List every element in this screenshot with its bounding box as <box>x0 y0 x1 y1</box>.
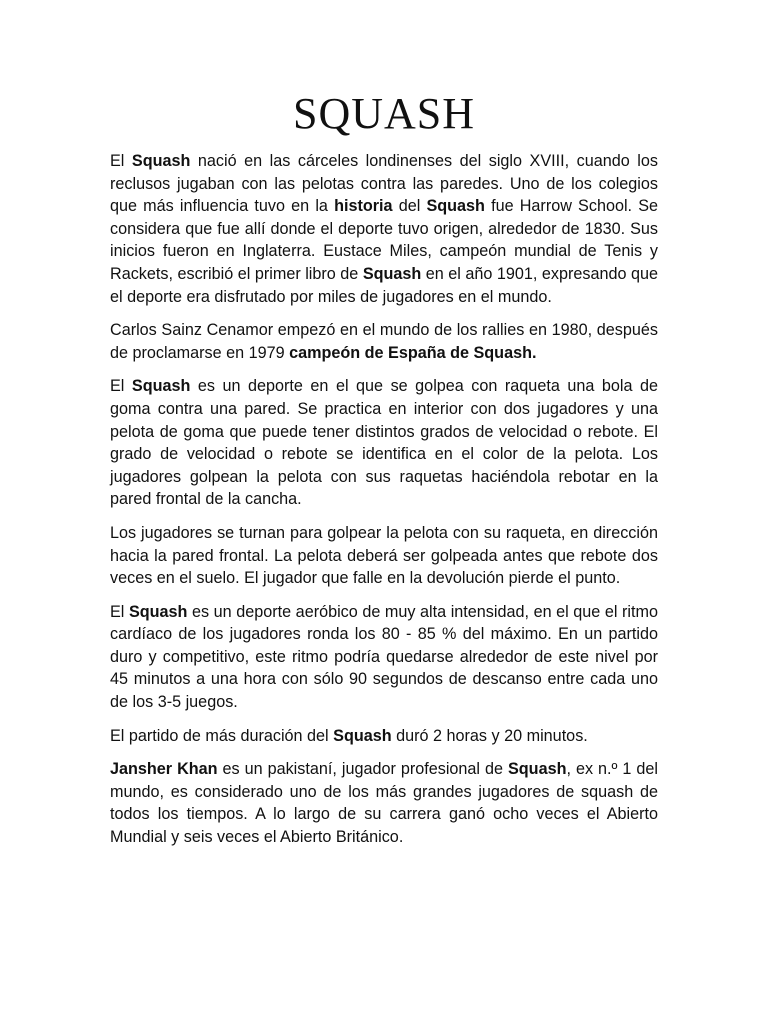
text-run: en el año 1901, expresando que el deporte era disfrutado por miles de jugadores en el mundo. <box>110 264 658 306</box>
text-run: duró 2 horas y 20 minutos. <box>391 726 588 745</box>
text-run: , ex n.º 1 del mundo, es considerado uno de los más grandes jugadores de squash de todos los tiempos. A lo largo de su carrera ganó ocho veces el Abierto Mundial y seis veces el Abierto Británico. <box>110 760 658 847</box>
bold-text: campeón de España de Squash. <box>289 343 537 362</box>
text-run: nació en las cárceles londinenses del siglo XVIII, cuando los reclusos jugaban con las pelotas contra las paredes. Uno de los colegios que más influencia tuvo en la <box>110 152 658 216</box>
paragraph <box>110 150 658 308</box>
bold-text: Squash <box>426 197 485 216</box>
text-run: es un deporte aeróbico de muy alta intensidad, en el que el ritmo cardíaco de los jugadores ronda los 80 - 85 % del máximo. En un partido duro y competitivo, este ritmo podría quedarse alrededor de este nivel por 45 minutos a una hora con sólo 90 segundos de descanso entre cada uno de los 3-5 juegos. <box>110 602 658 712</box>
document-body <box>110 150 658 849</box>
text-run: El <box>110 377 132 396</box>
text-run: fue Harrow School. Se considera que fue allí donde el deporte tuvo origen, alrededor de 1830. Sus inicios fueron en Inglaterra. Eustace Miles, campeón mundial de Tenis y Rackets, escribió el primer libro de <box>110 197 658 283</box>
bold-text: Jansher Khan <box>110 760 218 779</box>
paragraph <box>110 522 658 590</box>
bold-text: Squash <box>128 602 188 621</box>
text-run: El <box>110 152 132 170</box>
bold-text: Squash <box>131 377 191 396</box>
bold-text: Squash <box>333 726 392 745</box>
document-page <box>110 0 658 849</box>
paragraph <box>110 319 658 364</box>
paragraph <box>110 758 658 848</box>
bold-text: Squash <box>508 760 567 779</box>
bold-text: historia <box>334 197 393 216</box>
document-title: SQUASH <box>292 89 476 138</box>
paragraph <box>110 725 658 748</box>
text-run: Los jugadores se turnan para golpear la pelota con su raqueta, en dirección hacia la pared frontal. La pelota deberá ser golpeada antes que rebote dos veces en el suelo. El jugador que falle en la devolución pierde el punto. <box>110 523 658 588</box>
bold-text: Squash <box>131 152 191 170</box>
paragraph <box>110 601 658 714</box>
bold-text: Squash <box>362 264 422 283</box>
text-run: es un deporte en el que se golpea con raqueta una bola de goma contra una pared. Se practica en interior con dos jugadores y una pelota de goma que puede tener distintos grados de velocidad o rebote. El grado de velocidad o rebote se identifica en el color de la pelota. Los jugadores golpean la pelota con sus raquetas haciéndola rebotar en la pared frontal de la cancha. <box>110 377 658 509</box>
text-run: del <box>392 197 427 216</box>
text-run: es un pakistaní, jugador profesional de <box>217 760 508 779</box>
paragraph <box>110 375 658 511</box>
text-run: El partido de más duración del <box>110 726 334 745</box>
text-run: El <box>110 602 129 621</box>
text-run: Carlos Sainz Cenamor empezó en el mundo de los rallies en 1980, después de proclamarse en 1979 <box>110 321 658 362</box>
